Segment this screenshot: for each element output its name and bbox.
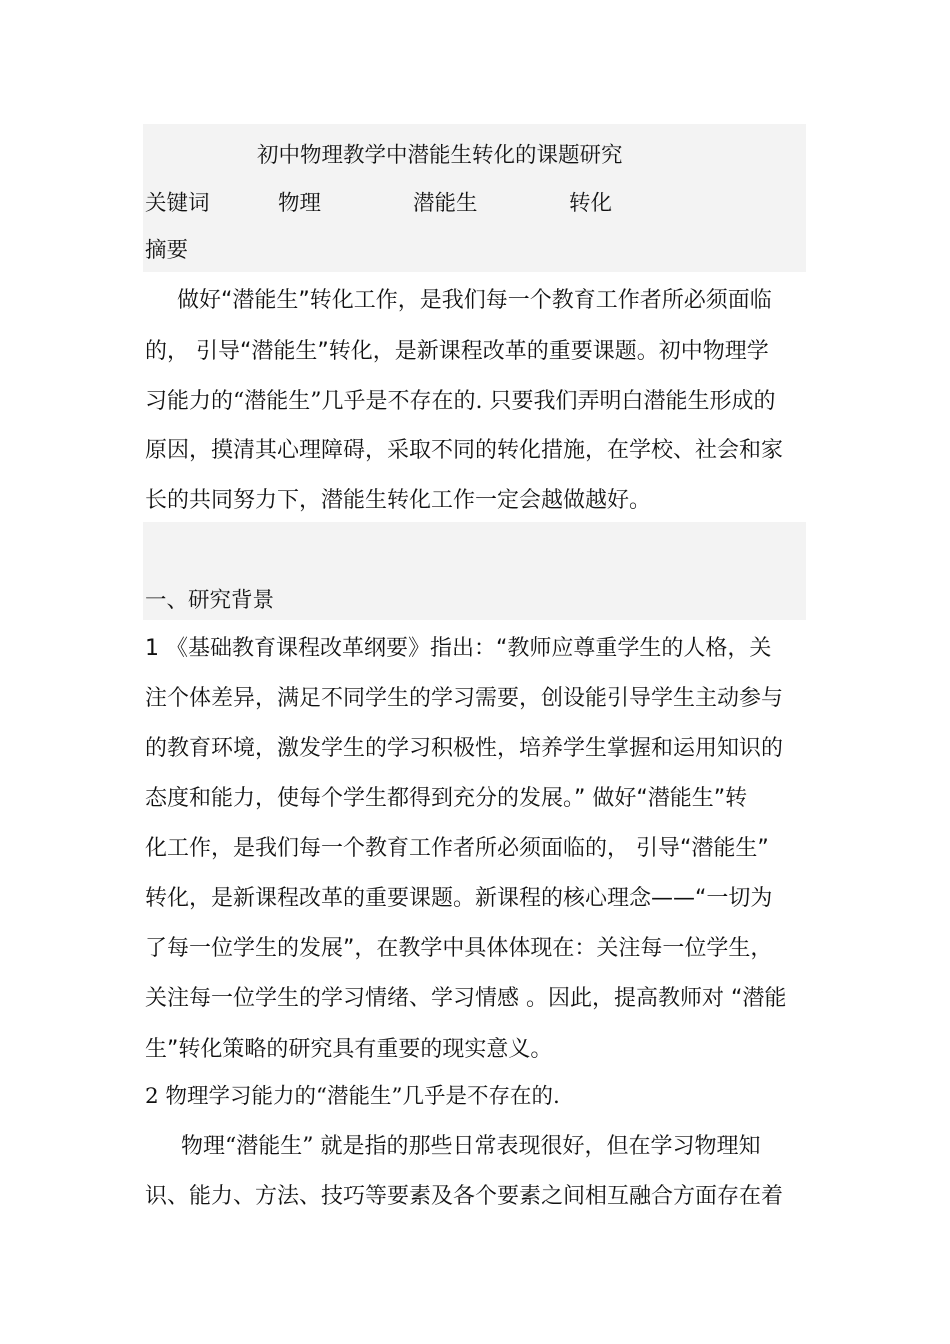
- abstract-line: [145, 336, 810, 367]
- abstract-line: [145, 436, 810, 466]
- body-line: [145, 1034, 810, 1065]
- abstract-text: 习能力的“潜能生”几乎是不存在的. 只要我们弄明白: [145, 389, 644, 414]
- body-line: 1 《基础教育课程改革纲要》指出：“教师应尊重学生的人格，关: [145, 636, 772, 661]
- body-line: 态度和能力，使每个学生都得到充分的发展。” 做好“潜能生”转: [145, 786, 748, 811]
- abstract-line: [177, 286, 842, 316]
- abstract-text: 物理学: [702, 339, 769, 364]
- abstract-heading: 摘要: [145, 238, 189, 263]
- keyword-physics: 物理: [278, 191, 322, 216]
- body-line: 了每一位学生的发展”，在教学中具体体现在：关注每一位学生，: [145, 936, 773, 961]
- body-line: 转化，是新课程改革的重要课题。新课程的核心理念——“一切为: [145, 886, 773, 911]
- section-heading: 一、研究背景: [145, 588, 275, 613]
- body-line: 注个体差异，满足不同学生的学习需要，创设能引导学生主动参与: [145, 686, 784, 711]
- abstract-text: 做好“潜能生”转化工作，是我们每一个教育工作者所必须面临: [177, 288, 772, 313]
- abstract-text: 潜能生形成的: [643, 389, 776, 414]
- keyword-potential-student: 潜能生: [413, 191, 478, 216]
- abstract-line: [145, 486, 810, 516]
- keywords-label: 关键词: [145, 191, 210, 216]
- abstract-text: 的， 引导“潜能生”转化，是新课程改革的重要课题。初中: [145, 339, 703, 364]
- body-line: 识、能力、方法、技巧等要素及各个要素之间相互融合方面存在着: [145, 1184, 784, 1209]
- abstract-line: [145, 386, 810, 417]
- body-text: 转化策略的研究具有重要的现实意义。: [178, 1037, 553, 1062]
- body-line: 关注每一位学生的学习情绪、学习情感 。因此，提高教师对 “潜能: [145, 986, 787, 1011]
- subsection-heading: 2 物理学习能力的“潜能生”几乎是不存在的.: [145, 1084, 560, 1109]
- document-title: 初中物理教学中潜能生转化的课题研究: [257, 143, 623, 168]
- keyword-transformation: 转化: [569, 191, 613, 216]
- abstract-text: 原因，摸清其心理障碍，采取不同的转化措施，在学校、社会和家: [145, 438, 784, 463]
- body-text: 生”: [145, 1037, 179, 1062]
- abstract-text: 长的共同努力下，潜能生转化工作一定会越做越好。: [145, 488, 652, 513]
- body-line: 物理“潜能生” 就是指的那些日常表现很好，但在学习物理知: [181, 1134, 761, 1159]
- body-line: 化工作，是我们每一个教育工作者所必须面临的， 引导“潜能生”: [145, 836, 769, 861]
- body-line: 的教育环境，激发学生的学习积极性，培养学生掌握和运用知识的: [145, 736, 784, 761]
